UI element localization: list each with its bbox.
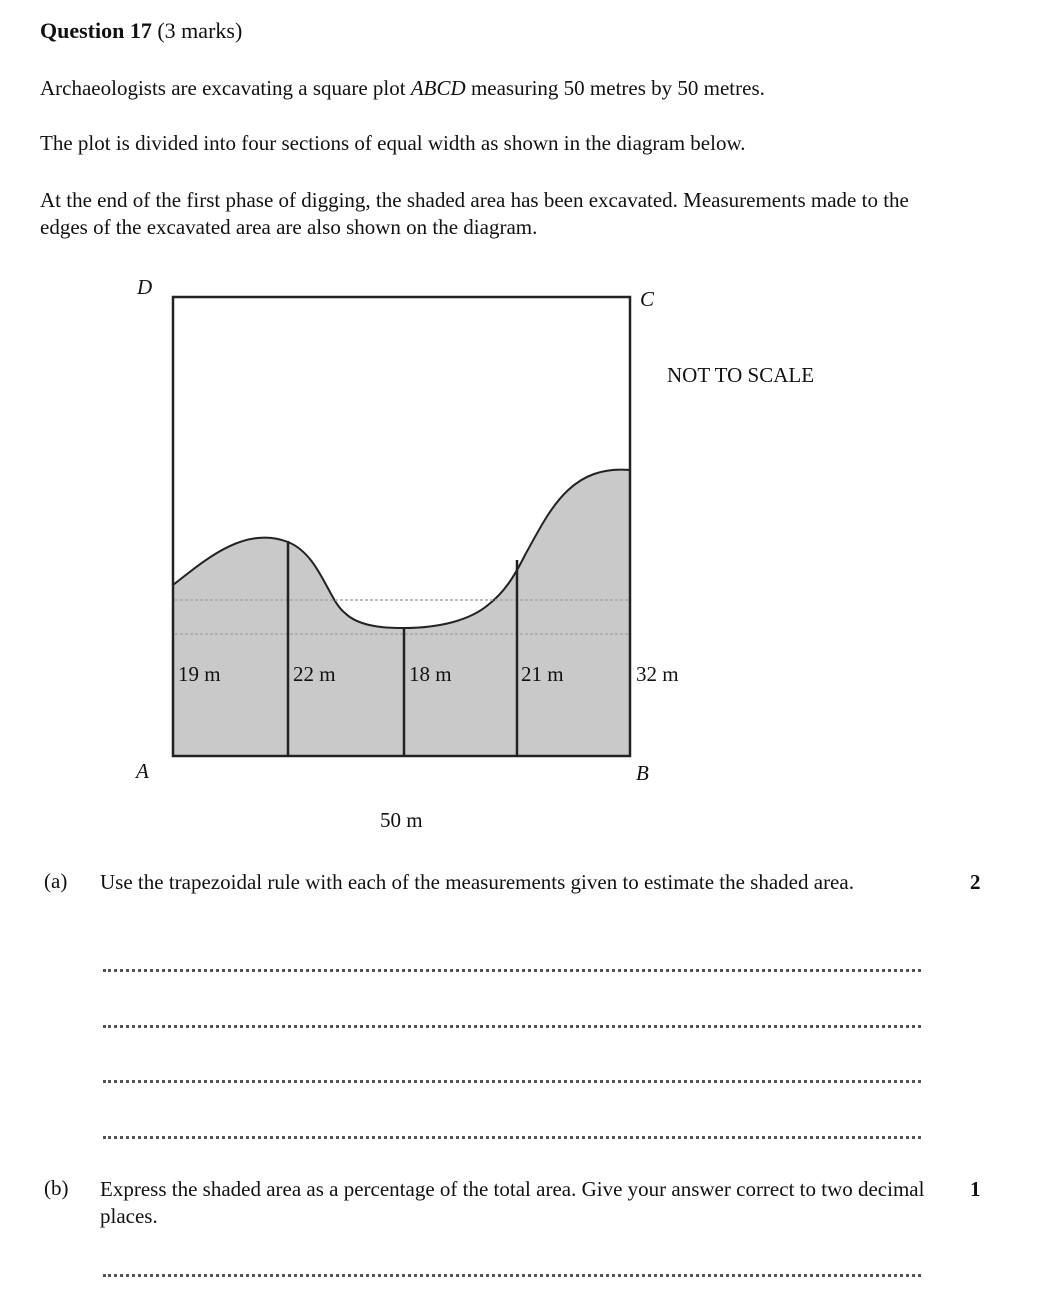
intro-paragraph-2: The plot is divided into four sections of equal width as shown in the diagram below. — [40, 131, 746, 155]
question-title — [40, 18, 242, 44]
answer-line[interactable] — [103, 1274, 921, 1277]
part-b-marks: 1 — [970, 1177, 981, 1201]
corner-d: D — [137, 275, 153, 299]
part-a-text: Use the trapezoidal rule with each of the measurements given to estimate the shaded area. — [100, 870, 854, 894]
excavated-area — [173, 470, 630, 756]
excavation-diagram — [0, 260, 1042, 860]
corner-a: A — [136, 759, 149, 783]
question-marks: (3 marks) — [157, 18, 243, 43]
width-label: 50 m — [380, 808, 423, 832]
corner-b: B — [636, 761, 649, 785]
answer-line[interactable] — [103, 1025, 921, 1028]
not-to-scale-note: NOT TO SCALE — [667, 363, 815, 387]
intro-paragraph-1: Archaeologists are excavating a square plot ABCD measuring 50 metres by 50 metres. — [40, 76, 765, 100]
corner-c: C — [640, 287, 655, 311]
plot-name: ABCD — [410, 76, 466, 100]
part-b-text: Express the shaded area as a percentage of the total area. Give your answer correct to two decimal places. — [100, 1177, 925, 1228]
answer-line[interactable] — [103, 1136, 921, 1139]
intro-paragraph-3: At the end of the first phase of digging, the shaded area has been excavated. Measurements made to the edges of the excavated area are also shown on the diagram. — [40, 188, 909, 239]
answer-line[interactable] — [103, 1080, 921, 1083]
measurement-4: 21 m — [521, 662, 564, 686]
measurement-2: 22 m — [293, 662, 336, 686]
answer-line[interactable] — [103, 969, 921, 972]
measurement-1: 19 m — [178, 662, 221, 686]
measurement-5: 32 m — [636, 662, 679, 686]
question-number: Question 17 — [40, 18, 152, 43]
part-a-marks: 2 — [970, 870, 981, 894]
part-a-label: (a) — [44, 869, 68, 893]
measurement-3: 18 m — [409, 662, 452, 686]
part-b-label: (b) — [44, 1176, 69, 1200]
